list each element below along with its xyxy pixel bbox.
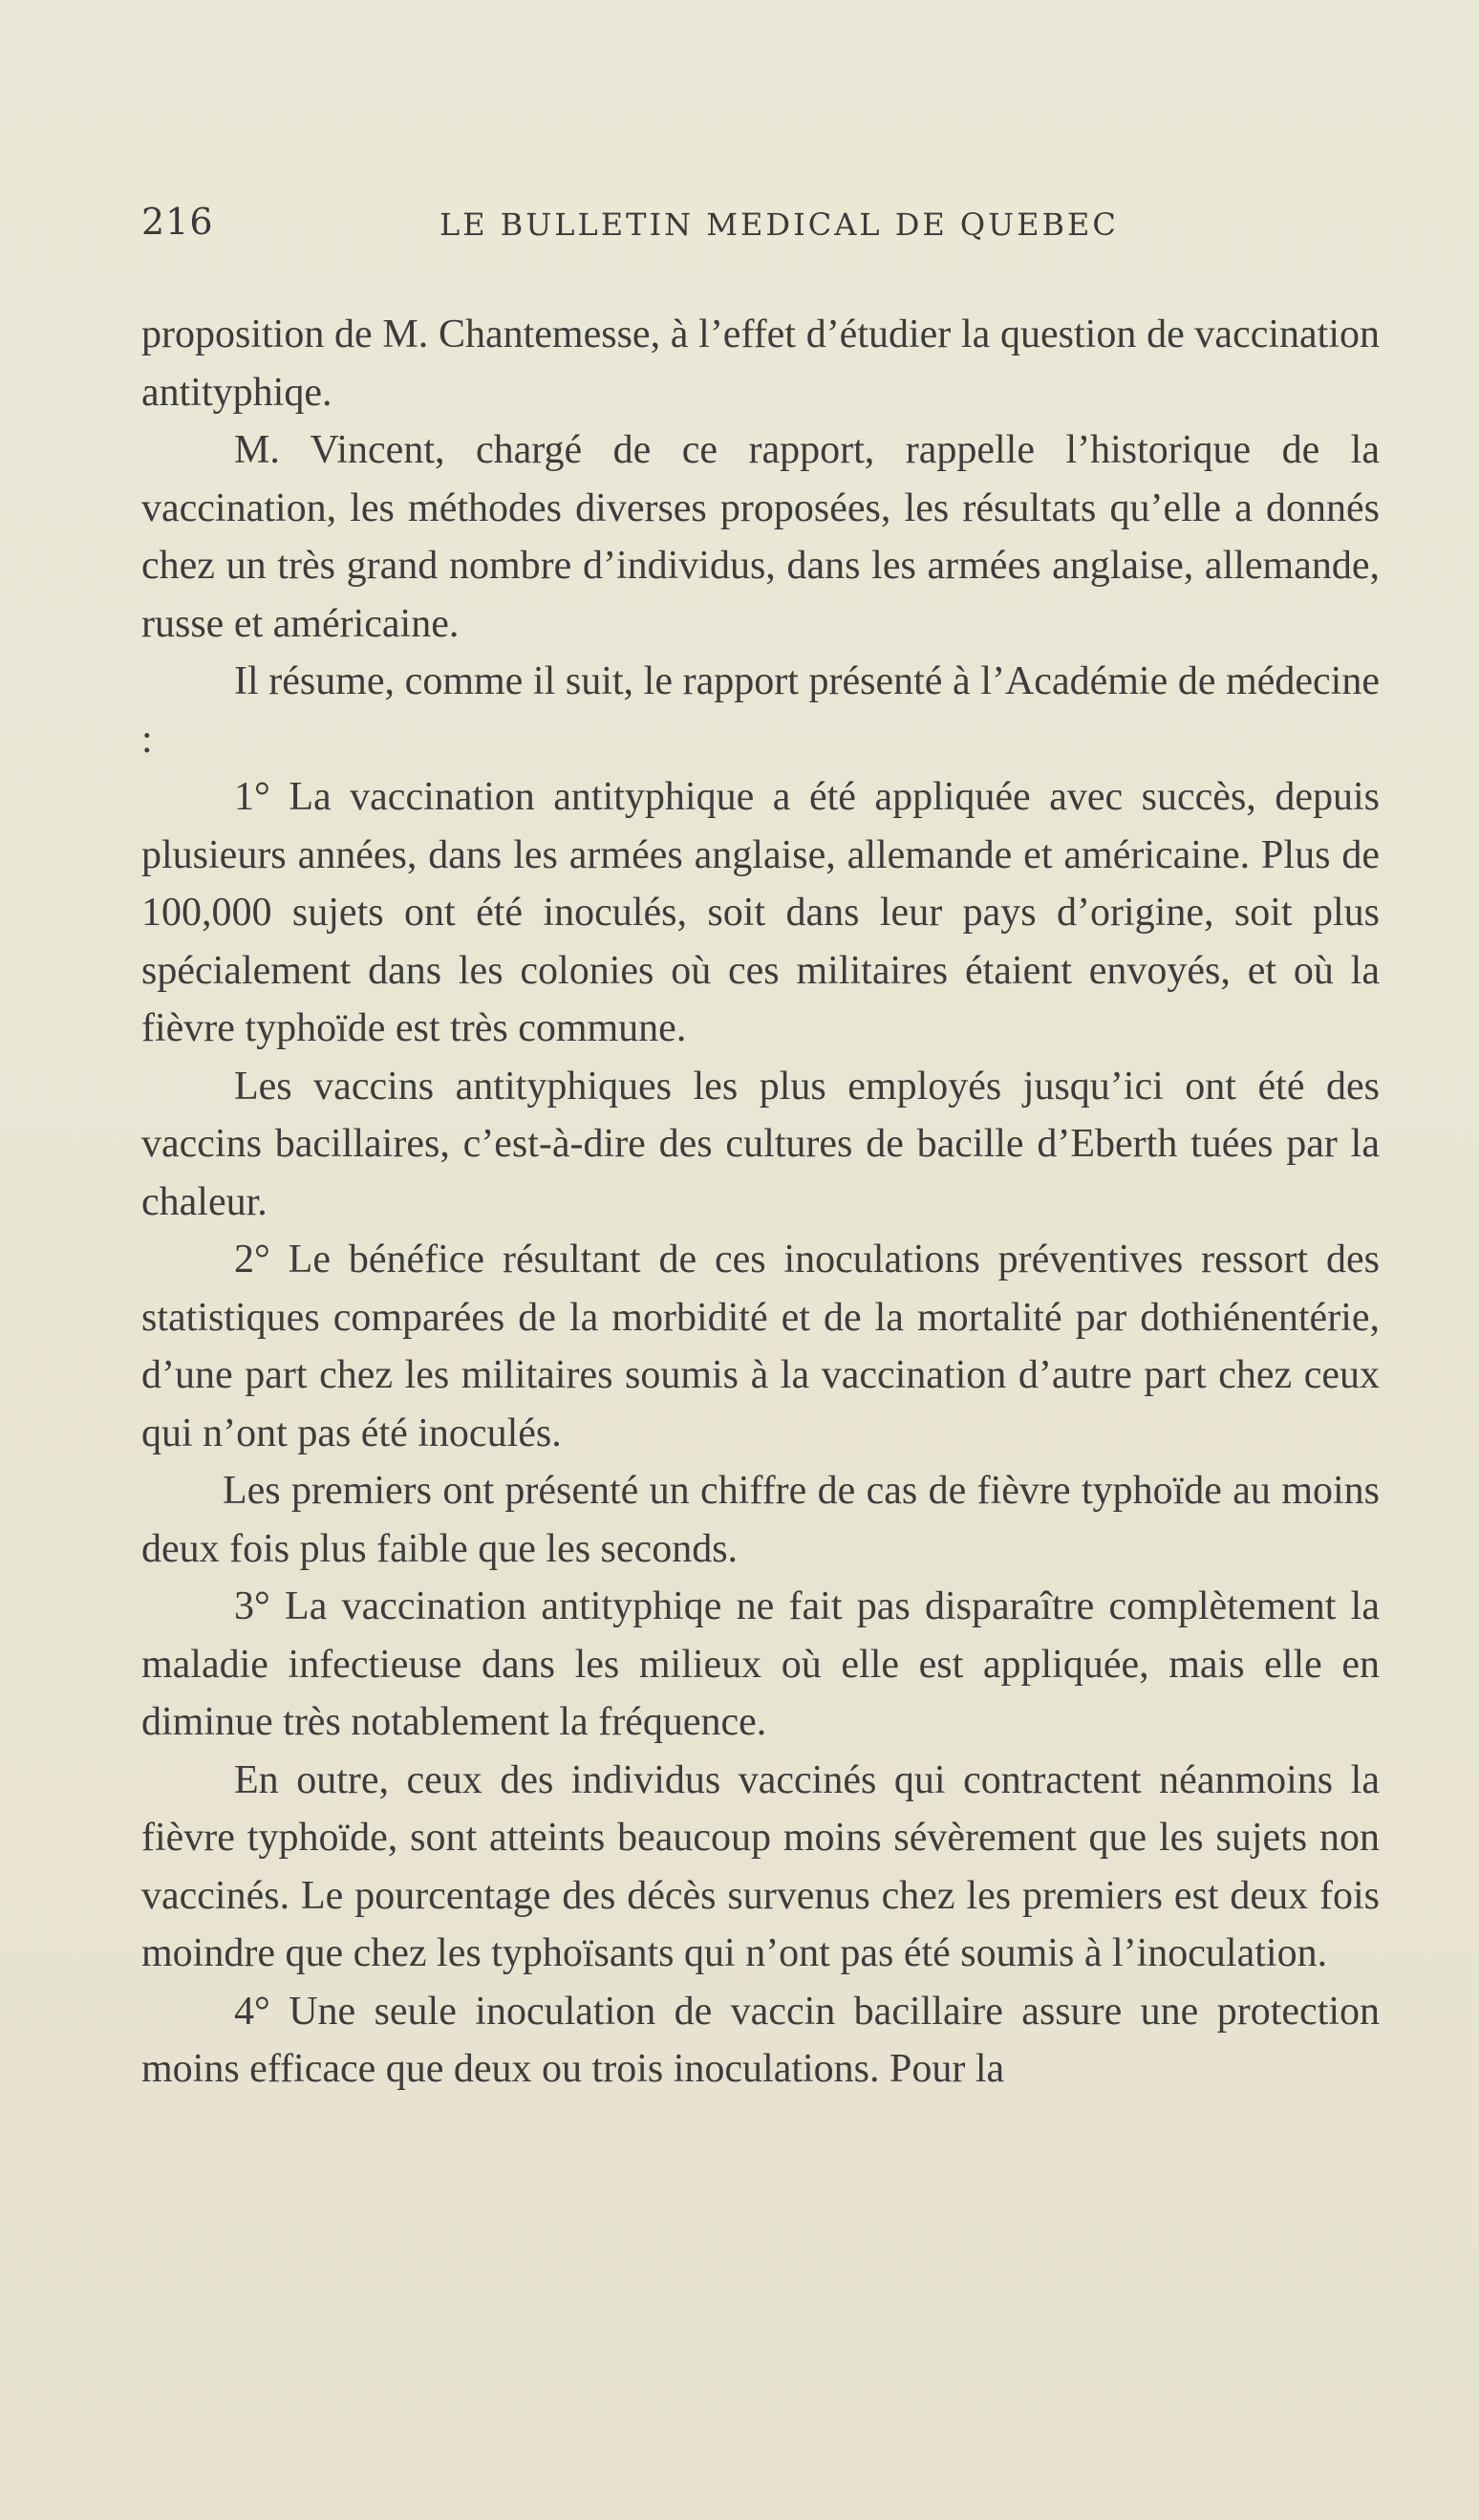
paragraph: proposition de M. Chantemesse, à l’effet d’étudier la question de vaccination antityphiqe. bbox=[141, 312, 1380, 415]
paragraph: Les vaccins antityphiques les plus employés jusqu’ici ont été des vaccins bacillaires, c’est-à-dire des cultures de bacille d’Eberth tuées par la chaleur. bbox=[141, 1064, 1380, 1224]
paragraph: 2° Le bénéfice résultant de ces inoculations préventives ressort des statistiques comparées de la morbidité et de la mortalité par dothiénentérie, d’une part chez les militaires soumis à la vaccination d’autre part chez ceux qui n’ont pas été inoculés. bbox=[141, 1238, 1380, 1455]
paragraph: Il résume, comme il suit, le rapport présenté à l’Académie de médecine : bbox=[141, 659, 1380, 762]
page-header bbox=[141, 201, 1383, 258]
page-number: 216 bbox=[141, 201, 214, 243]
paragraph: En outre, ceux des individus vaccinés qui contractent néanmoins la fièvre typhoïde, sont atteints beaucoup moins sévèrement que les sujets non vaccinés. Le pourcentage des décès survenus chez les premiers est deux fois moindre que chez les typhoïsants qui n’ont pas été soumis à l’inoculation. bbox=[141, 1757, 1380, 1975]
paragraph: M. Vincent, chargé de ce rapport, rappelle l’historique de la vaccination, les méthodes diverses proposées, les résultats qu’elle a donnés chez un très grand nombre d’individus, dans les armées anglaise, allemande, russe et américaine. bbox=[141, 428, 1380, 646]
body-text bbox=[141, 306, 1380, 2099]
paragraph: 1° La vaccination antityphique a été appliquée avec succès, depuis plusieurs années, dans les armées anglaise, allemande et américaine. Plus de 100,000 sujets ont été inoculés, soit dans leur pays d’origine, soit plus spécialement dans les colonies où ces militaires étaient envoyés, et où la fièvre typhoïde est très commune. bbox=[141, 775, 1380, 1050]
paragraph: 4° Une seule inoculation de vaccin bacillaire assure une protection moins efficace que deux ou trois inoculations. Pour la bbox=[141, 1989, 1380, 2091]
paragraph: Les premiers ont présenté un chiffre de cas de fièvre typhoïde au moins deux fois plus faible que les seconds. bbox=[141, 1469, 1380, 1571]
paragraph: 3° La vaccination antityphiqe ne fait pas disparaître complètement la maladie infectieuse dans les milieux où elle est appliquée, mais elle en diminue très notablement la fréquence. bbox=[141, 1584, 1380, 1744]
running-head: LE BULLETIN MEDICAL DE QUEBEC bbox=[439, 206, 1119, 243]
